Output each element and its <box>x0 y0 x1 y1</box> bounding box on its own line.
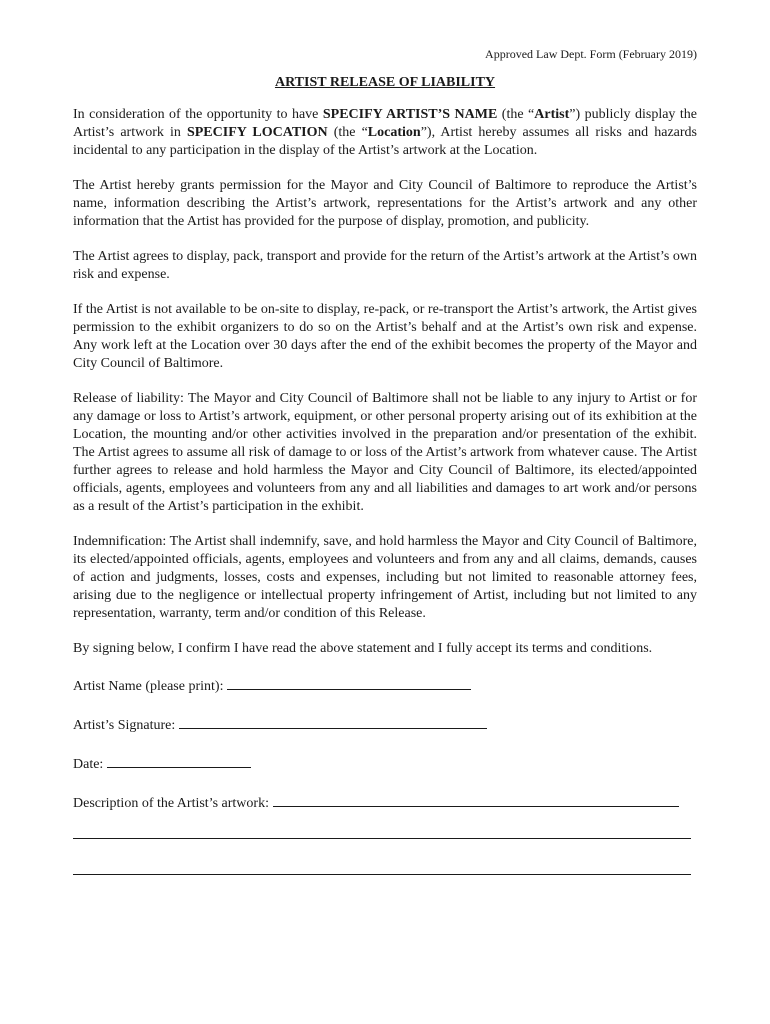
artist-signature-field <box>73 714 697 735</box>
intro-text-1: In consideration of the opportunity to have <box>73 107 323 122</box>
permission-paragraph: The Artist hereby grants permission for the Mayor and City Council of Baltimore to reproduce the Artist’s name, information describing the Artist’s artwork, representations for the Artist’s artwork and any other information that the Artist has provided for the purpose of display, promotion, and publicity. <box>73 178 697 229</box>
display-paragraph: The Artist agrees to display, pack, transport and provide for the return of the Artist’s artwork at the Artist’s own risk and expense. <box>73 249 697 282</box>
form-reference: Approved Law Dept. Form (February 2019) <box>485 47 697 61</box>
intro-text-5: ”), Artist hereby assumes all risks and hazards incidental to any participation in the display of the Artist’s artwork at the Location. <box>73 125 698 158</box>
artwork-description-line-3[interactable] <box>73 873 691 875</box>
document-page <box>73 46 697 875</box>
date-label: Date: <box>73 757 104 772</box>
intro-text-4: (the “ <box>327 125 368 140</box>
date-field <box>73 753 697 774</box>
artwork-description-field <box>73 792 697 813</box>
artist-name-label: Artist Name (please print): <box>73 679 224 694</box>
artist-term: Artist <box>534 107 570 122</box>
indemnification-paragraph: Indemnification: The Artist shall indemnify, save, and hold harmless the Mayor and City Council of Baltimore, its elected/appointed officials, agents, employees and volunteers and from any and all claims, demands, causes of action and judgments, losses, costs and expenses, including but not limited to reasonable attorney fees, arising due to the negligence or intellectual property infringement of Artist, including but not limited to any representation, warranty, term and/or condition of this Release. <box>73 534 697 621</box>
date-line[interactable] <box>107 753 251 768</box>
artist-name-placeholder: SPECIFY ARTIST’S NAME <box>322 107 498 122</box>
artist-signature-line[interactable] <box>179 714 487 729</box>
artwork-description-line[interactable] <box>273 792 679 807</box>
release-of-liability-paragraph: Release of liability: The Mayor and City Council of Baltimore shall not be liable to any injury to Artist or for any damage or loss to Artist’s artwork, equipment, or other personal property arising out of its exhibition at the Location, the mounting and/or other activities involved in the preparation and/or presentation of the exhibit. The Artist agrees to assume all risk of damage to or loss of the Artist’s artwork from whatever cause. The Artist further agrees to release and hold harmless the Mayor and City Council of Baltimore, its elected/appointed officials, agents, employees and volunteers from any and all liabilities and damages to art work and/or persons as a result of the Artist’s participation in the exhibit. <box>73 391 697 514</box>
artist-name-field <box>73 675 697 696</box>
artwork-description-label: Description of the Artist’s artwork: <box>73 796 269 811</box>
artwork-description-line-2[interactable] <box>73 837 691 839</box>
confirmation-paragraph: By signing below, I confirm I have read the above statement and I fully accept its terms and conditions. <box>73 641 653 656</box>
artist-signature-label: Artist’s Signature: <box>73 718 176 733</box>
location-placeholder: SPECIFY LOCATION <box>186 125 328 140</box>
intro-text-2: (the “ <box>497 107 535 122</box>
unavailable-paragraph: If the Artist is not available to be on-site to display, re-pack, or re-transport the Artist’s artwork, the Artist gives permission to the exhibit organizers to do so on the Artist’s behalf and at the Artist’s own risk and expense. Any work left at the Location over 30 days after the end of the exhibit becomes the property of the Mayor and City Council of Baltimore. <box>73 302 697 371</box>
intro-paragraph <box>73 106 697 160</box>
intro-text-3: ”) publicly display the Artist’s artwork in <box>73 107 698 140</box>
location-term: Location <box>367 125 421 140</box>
artist-name-line[interactable] <box>227 675 471 690</box>
document-title: ARTIST RELEASE OF LIABILITY <box>274 75 496 90</box>
